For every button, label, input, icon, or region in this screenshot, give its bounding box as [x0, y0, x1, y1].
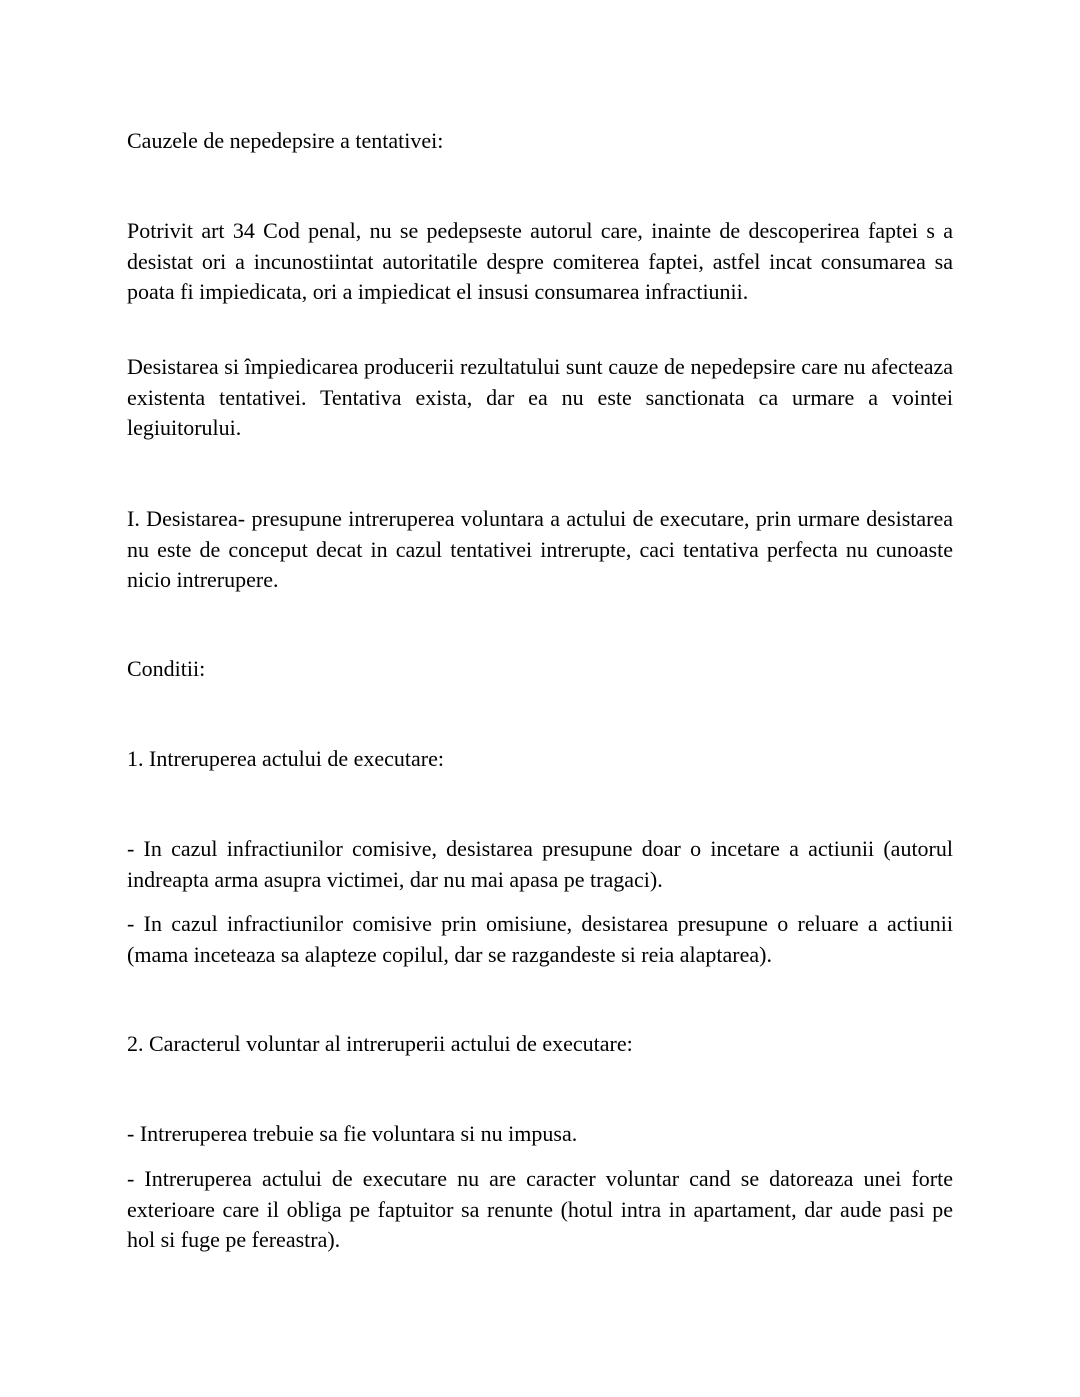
- condition-2-bullet-forta-exterioara: - Intreruperea actului de executare nu are caracter voluntar cand se datoreaza unei forte exterioare care il obliga pe faptuitor sa renunte (hotul intra in apartament, dar aude pasi pe hol si fuge pe fereastra).: [127, 1166, 953, 1252]
- condition-2-title: 2. Caracterul voluntar al intreruperii actului de executare:: [127, 1031, 633, 1056]
- condition-1-title: 1. Intreruperea actului de executare:: [127, 746, 444, 771]
- section-heading: Cauzele de nepedepsire a tentativei:: [127, 128, 444, 153]
- condition-1-bullet-omisiune: - In cazul infractiunilor comisive prin omisiune, desistarea presupune o reluare a actiunii (mama inceteaza sa alapteze copilul, dar se razgandeste si reia alaptarea).: [127, 911, 953, 967]
- conditions-heading: Conditii:: [127, 656, 206, 681]
- condition-2-bullet-voluntara: - Intreruperea trebuie sa fie voluntara si nu impusa.: [127, 1121, 578, 1146]
- condition-1-bullet-comisive: - In cazul infractiunilor comisive, desistarea presupune doar o incetare a actiunii (autorul indreapta arma asupra victimei, dar nu mai apasa pe tragaci).: [127, 836, 953, 892]
- paragraph-desistare-impiedicare: Desistarea si împiedicarea producerii rezultatului sunt cauze de nepedepsire care nu afecteaza existenta tentativei. Tentativa exista, dar ea nu este sanctionata ca urmare a vointei legiuitorului.: [127, 354, 953, 440]
- paragraph-desistarea-definition: I. Desistarea- presupune intreruperea voluntara a actului de executare, prin urmare desistarea nu este de conceput decat in cazul tentativei intrerupte, caci tentativa perfecta nu cunoaste nicio intrerupere.: [127, 506, 953, 592]
- paragraph-article-34: Potrivit art 34 Cod penal, nu se pedepseste autorul care, inainte de descoperirea faptei s a desistat ori a incunostiintat autoritatile despre comiterea faptei, astfel incat consumarea sa poata fi impiedicata, ori a impiedicat el insusi consumarea infractiunii.: [127, 218, 953, 304]
